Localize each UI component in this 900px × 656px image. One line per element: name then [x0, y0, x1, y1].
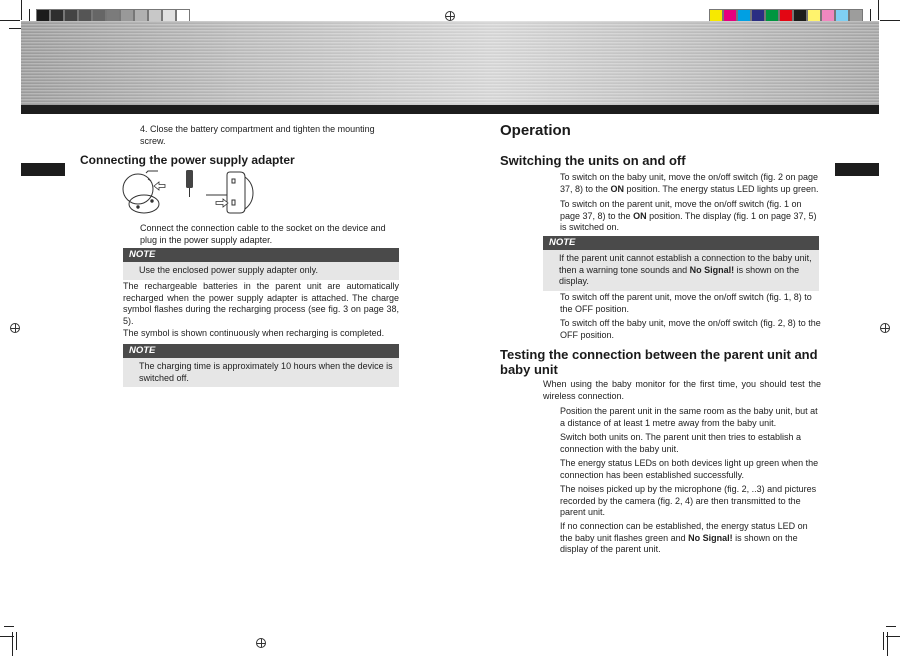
note-box: [123, 344, 399, 387]
list-item: The energy status LEDs on both devices light up green when the connection has been established successfully.: [560, 458, 819, 480]
paragraph: The rechargeable batteries in the parent unit are automatically recharged when the power supply adapter is attached. The charge symbol flashes during the recharging process (see fig. 3 on page 38, 5).: [123, 281, 399, 326]
note-title: NOTE: [123, 344, 399, 358]
text: position. The display (fig. 1 on page 37, 5) is switched on.: [560, 210, 817, 232]
emphasis: ON: [633, 210, 647, 221]
list-item: The noises picked up by the microphone (fig. 2, ..3) and pictures recorded by the camera (fig. 2, 4) are then transmitted to the parent unit.: [560, 484, 817, 517]
note-box: [543, 236, 819, 291]
crop-mark: [886, 626, 896, 627]
section-heading: Connecting the power supply adapter: [80, 153, 295, 167]
list-item: Switch both units on. The parent unit then tries to establish a connection with the baby unit.: [560, 432, 801, 454]
figure-caption: Connect the connection cable to the socket on the device and plug in the power supply adapter.: [140, 223, 386, 245]
power-adapter-figure: [118, 167, 268, 219]
camera-unit-icon: [123, 171, 159, 213]
adapter-plug-icon: [186, 170, 193, 197]
registration-mark-icon: [10, 323, 20, 333]
crop-mark: [21, 0, 22, 20]
text: If no connection can be established, the energy status LED on the baby unit flashes green and: [560, 521, 808, 543]
crop-mark: [16, 632, 17, 650]
note-box: [123, 248, 399, 280]
step-4: 4. Close the battery compartment and tighten the mounting screw.: [140, 124, 375, 146]
list-item: Position the parent unit in the same room as the baby unit, but at a distance of at least 1 metre away from the baby unit.: [560, 406, 818, 428]
note-text: [543, 250, 819, 291]
text: is shown on the display of the parent unit.: [560, 532, 798, 554]
note-text: Use the enclosed power supply adapter only.: [139, 265, 318, 275]
paragraph: To switch off the baby unit, move the on/off switch (fig. 2, 8) to the OFF position.: [560, 318, 821, 340]
arrow-icon: [154, 182, 165, 190]
crop-mark: [886, 636, 900, 637]
side-tab-left: [21, 163, 65, 176]
section-heading: Switching the units on and off: [500, 153, 686, 168]
emphasis: ON: [610, 183, 625, 194]
note-text: The charging time is approximately 10 hours when the device is switched off.: [139, 361, 393, 383]
emphasis: No Signal!: [689, 264, 735, 275]
paragraph: When using the baby monitor for the first time, you should test the wireless connection.: [543, 379, 821, 401]
crop-mark: [878, 0, 879, 20]
parent-unit-icon: [206, 172, 253, 213]
text: is shown on the display.: [559, 264, 800, 286]
side-tab-right: [835, 163, 879, 176]
text: position. The energy status LED lights up green.: [624, 183, 819, 194]
paragraph: [560, 172, 822, 195]
arrow-icon: [216, 199, 228, 207]
crop-mark: [0, 20, 20, 21]
paragraph: [560, 199, 822, 234]
crop-mark: [883, 632, 884, 650]
header-band: [21, 21, 879, 105]
crop-mark: [880, 20, 900, 21]
note-title: NOTE: [543, 236, 819, 250]
emphasis: No Signal!: [688, 532, 733, 543]
registration-mark-icon: [256, 638, 266, 648]
paragraph: To switch off the parent unit, move the on/off switch (fig. 1, 8) to the OFF position.: [560, 292, 812, 314]
registration-mark-icon: [880, 323, 890, 333]
text: If the parent unit cannot establish a connection to the baby unit, then a warning tone sounds and: [559, 253, 812, 275]
page-title: Operation: [500, 122, 571, 139]
list-item: [560, 521, 822, 556]
paragraph: The symbol is shown continuously when recharging is completed.: [123, 328, 385, 338]
crop-mark: [12, 632, 13, 656]
crop-mark: [887, 632, 888, 656]
text: To switch on the parent unit, move the on/off switch (fig. 1 on page 37, 8) to the: [560, 199, 802, 221]
header-band-bar: [21, 105, 879, 114]
section-heading: Testing the connection between the parent unit and baby unit: [500, 347, 818, 377]
registration-mark-icon: [445, 11, 455, 21]
crop-mark: [4, 626, 14, 627]
note-title: NOTE: [123, 248, 399, 262]
text: To switch on the baby unit, move the on/off switch (fig. 2 on page 37, 8) to the: [560, 172, 818, 194]
